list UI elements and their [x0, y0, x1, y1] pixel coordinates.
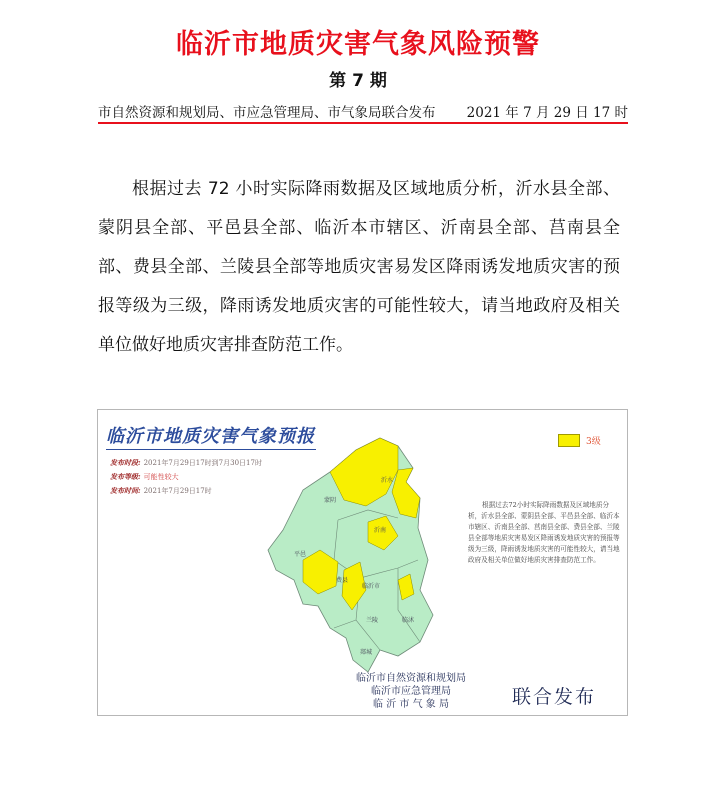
red-divider [98, 122, 628, 124]
map-side-text: 根据过去72小时实际降雨数据及区域地质分析，沂水县全部、蒙阴县全部、平邑县全部、临沂本市辖区、沂南县全部、莒南县全部、费县全部、兰陵县全部等地质灾害易发区降雨诱发地质灾害的预报等级为三级，降雨诱发地质灾害的可能性较大，请当地政府及相关单位做好地质灾害排查防范工作。 [468, 501, 620, 564]
place-label: 兰陵 [366, 617, 379, 624]
issuer-text: 市自然资源和规划局、市应急管理局、市气象局联合发布 [98, 105, 436, 121]
map-title: 临沂市地质灾害气象预报 [106, 426, 315, 447]
map-issuer: 临沂市自然资源和规划局 [356, 673, 466, 684]
page-title: 临沂市地质灾害气象风险预警 [176, 29, 540, 60]
place-label: 郯城 [360, 649, 373, 656]
place-label: 平邑 [294, 551, 307, 558]
joint-release-label: 联合发布 [512, 686, 597, 708]
map-issuer: 临沂市应急管理局 [371, 686, 451, 697]
place-label: 沂水 [381, 477, 394, 484]
map-issuers [356, 672, 466, 711]
map-issuer: 临 沂 市 气 象 局 [373, 699, 449, 710]
place-label: 沂南 [374, 527, 387, 534]
legend-label: 3级 [586, 437, 601, 447]
info-value: 可能性较大 [143, 473, 179, 481]
place-label: 蒙阴 [324, 497, 337, 504]
map-info-level [110, 472, 179, 482]
warning-map [97, 409, 628, 716]
place-label: 临沂市 [362, 583, 381, 590]
place-label: 临沭 [402, 617, 415, 624]
info-label: 发布时间: [110, 486, 141, 495]
issue-number: 第 7 期 [329, 71, 387, 91]
place-label: 费县 [336, 577, 349, 584]
warning-paragraph: 根据过去 72 小时实际降雨数据及区域地质分析，沂水县全部、蒙阴县全部、平邑县全部、临沂本市辖区、沂南县全部、莒南县全部、费县全部、兰陵县全部等地质灾害易发区降雨诱发地质灾害的预报等级为三级，降雨诱发地质灾害的可能性较大，请当地政府及相关单位做好地质灾害排查防范工作。 [98, 179, 620, 355]
map-title-underline [106, 449, 316, 450]
info-label: 发布时段: [110, 458, 141, 467]
legend-swatch [558, 434, 580, 447]
info-value: 2021年7月29日17时 [143, 487, 212, 495]
issue-datetime: 2021 年 7 月 29 日 17 时 [466, 105, 628, 121]
info-value: 2021年7月29日17时到7月30日17时 [143, 459, 262, 467]
issuer-line [98, 101, 628, 121]
map-info-time [110, 486, 212, 496]
map-info-period [110, 458, 262, 468]
info-label: 发布等级: [110, 472, 141, 481]
